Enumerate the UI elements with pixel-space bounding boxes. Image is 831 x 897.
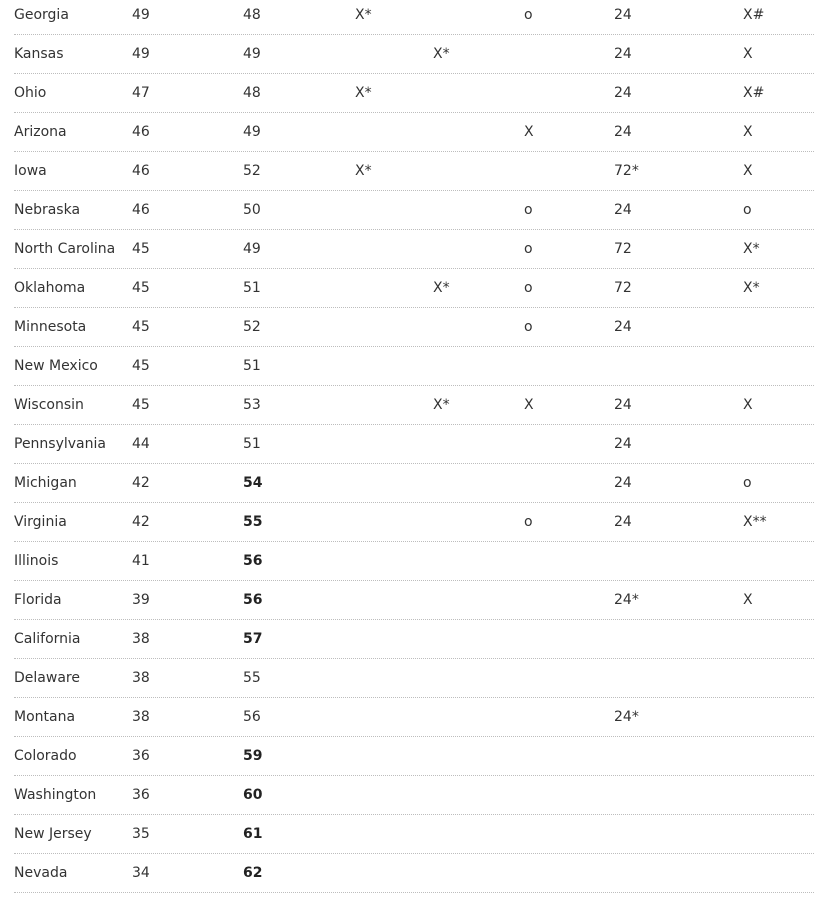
table-cell-col7: X#: [743, 7, 765, 23]
table-cell-col7: X: [743, 397, 753, 413]
table-cell-col1: 36: [132, 787, 150, 803]
table-row: [14, 425, 814, 464]
table-cell-col6: 72*: [614, 163, 639, 179]
table-cell-col1: 45: [132, 358, 150, 374]
table-cell-col3: X*: [355, 85, 372, 101]
table-cell-col2: 62: [243, 865, 263, 881]
table-cell-col1: 46: [132, 202, 150, 218]
table-cell-col4: X*: [433, 397, 450, 413]
state-name-cell: Michigan: [14, 475, 77, 491]
state-data-table: [14, 0, 814, 893]
state-name-cell: Nebraska: [14, 202, 81, 218]
table-cell-col1: 44: [132, 436, 150, 452]
table-cell-col7: X*: [743, 280, 760, 296]
table-cell-col2: 49: [243, 241, 261, 257]
table-cell-col1: 47: [132, 85, 150, 101]
table-cell-col2: 51: [243, 280, 261, 296]
state-name-cell: Iowa: [14, 163, 47, 179]
table-cell-col1: 39: [132, 592, 150, 608]
table-row: [14, 620, 814, 659]
table-cell-col2: 59: [243, 748, 263, 764]
table-row: [14, 269, 814, 308]
table-cell-col2: 56: [243, 553, 263, 569]
state-name-cell: North Carolina: [14, 241, 116, 257]
table-cell-col7: o: [743, 202, 752, 218]
table-cell-col7: o: [743, 475, 752, 491]
table-row: [14, 113, 814, 152]
table-cell-col2: 50: [243, 202, 261, 218]
state-name-cell: Florida: [14, 592, 62, 608]
state-name-cell: Washington: [14, 787, 97, 803]
table-cell-col6: 24: [614, 124, 632, 140]
table-row: [14, 386, 814, 425]
state-name-cell: Minnesota: [14, 319, 87, 335]
table-row: [14, 0, 814, 35]
table-cell-col5: o: [524, 319, 533, 335]
table-cell-col1: 49: [132, 46, 150, 62]
table-row: [14, 347, 814, 386]
table-cell-col2: 56: [243, 592, 263, 608]
table-cell-col7: X*: [743, 241, 760, 257]
table-cell-col6: 72: [614, 241, 632, 257]
table-cell-col1: 41: [132, 553, 150, 569]
state-name-cell: Oklahoma: [14, 280, 86, 296]
state-name-cell: Georgia: [14, 7, 69, 23]
state-name-cell: California: [14, 631, 81, 647]
table-cell-col2: 57: [243, 631, 263, 647]
table-cell-col2: 61: [243, 826, 263, 842]
table-cell-col1: 46: [132, 163, 150, 179]
table-cell-col5: o: [524, 202, 533, 218]
table-cell-col5: o: [524, 241, 533, 257]
table-cell-col2: 51: [243, 436, 261, 452]
table-cell-col6: 24: [614, 319, 632, 335]
table-cell-col6: 24: [614, 7, 632, 23]
table-cell-col2: 53: [243, 397, 261, 413]
table-cell-col7: X#: [743, 85, 765, 101]
table-cell-col1: 38: [132, 670, 150, 686]
table-row: [14, 191, 814, 230]
table-cell-col2: 55: [243, 670, 261, 686]
table-cell-col2: 52: [243, 163, 261, 179]
table-row: [14, 815, 814, 854]
table-cell-col7: X: [743, 592, 753, 608]
table-cell-col5: o: [524, 514, 533, 530]
state-name-cell: Kansas: [14, 46, 64, 62]
state-name-cell: New Jersey: [14, 826, 92, 842]
table-row: [14, 698, 814, 737]
table-cell-col2: 52: [243, 319, 261, 335]
table-row: [14, 659, 814, 698]
table-cell-col2: 48: [243, 85, 261, 101]
table-row: [14, 230, 814, 269]
state-name-cell: New Mexico: [14, 358, 98, 374]
table-cell-col1: 38: [132, 709, 150, 725]
table-cell-col2: 60: [243, 787, 263, 803]
table-cell-col1: 46: [132, 124, 150, 140]
state-name-cell: Montana: [14, 709, 76, 725]
table-cell-col2: 49: [243, 124, 261, 140]
table-row: [14, 581, 814, 620]
table-cell-col6: 72: [614, 280, 632, 296]
table-cell-col1: 34: [132, 865, 150, 881]
table-cell-col1: 45: [132, 241, 150, 257]
table-cell-col1: 38: [132, 631, 150, 647]
table-cell-col7: X: [743, 124, 753, 140]
table-cell-col2: 51: [243, 358, 261, 374]
table-cell-col7: X**: [743, 514, 767, 530]
table-cell-col6: 24: [614, 397, 632, 413]
table-row: [14, 308, 814, 347]
table-cell-col6: 24*: [614, 709, 639, 725]
table-cell-col7: X: [743, 46, 753, 62]
table-row: [14, 503, 814, 542]
table-cell-col6: 24: [614, 85, 632, 101]
table-row: [14, 737, 814, 776]
table-row: [14, 74, 814, 113]
table-cell-col1: 36: [132, 748, 150, 764]
table-cell-col5: X: [524, 397, 534, 413]
state-name-cell: Virginia: [14, 514, 67, 530]
table-cell-col6: 24: [614, 514, 632, 530]
state-name-cell: Wisconsin: [14, 397, 84, 413]
table-cell-col6: 24: [614, 202, 632, 218]
state-name-cell: Ohio: [14, 85, 47, 101]
table-cell-col2: 49: [243, 46, 261, 62]
table-cell-col1: 35: [132, 826, 150, 842]
table-cell-col2: 55: [243, 514, 263, 530]
table-cell-col6: 24: [614, 46, 632, 62]
table-row: [14, 152, 814, 191]
table-cell-col5: o: [524, 7, 533, 23]
table-cell-col1: 45: [132, 280, 150, 296]
table-cell-col2: 48: [243, 7, 261, 23]
table-cell-col6: 24*: [614, 592, 639, 608]
table-cell-col4: X*: [433, 46, 450, 62]
table-cell-col1: 49: [132, 7, 150, 23]
table-cell-col5: X: [524, 124, 534, 140]
table-cell-col2: 56: [243, 709, 261, 725]
table-row: [14, 35, 814, 74]
table-cell-col6: 24: [614, 475, 632, 491]
table-row: [14, 776, 814, 815]
table-cell-col4: X*: [433, 280, 450, 296]
table-cell-col3: X*: [355, 163, 372, 179]
state-name-cell: Illinois: [14, 553, 59, 569]
table-cell-col1: 45: [132, 397, 150, 413]
state-name-cell: Arizona: [14, 124, 67, 140]
table-row: [14, 464, 814, 503]
table-cell-col2: 54: [243, 475, 263, 491]
table-row: [14, 542, 814, 581]
table-cell-col6: 24: [614, 436, 632, 452]
state-name-cell: Pennsylvania: [14, 436, 106, 452]
table-cell-col1: 42: [132, 475, 150, 491]
table-cell-col7: X: [743, 163, 753, 179]
state-name-cell: Nevada: [14, 865, 68, 881]
table-row: [14, 854, 814, 893]
table-cell-col5: o: [524, 280, 533, 296]
table-cell-col3: X*: [355, 7, 372, 23]
state-name-cell: Delaware: [14, 670, 80, 686]
state-name-cell: Colorado: [14, 748, 77, 764]
table-cell-col1: 45: [132, 319, 150, 335]
table-cell-col1: 42: [132, 514, 150, 530]
